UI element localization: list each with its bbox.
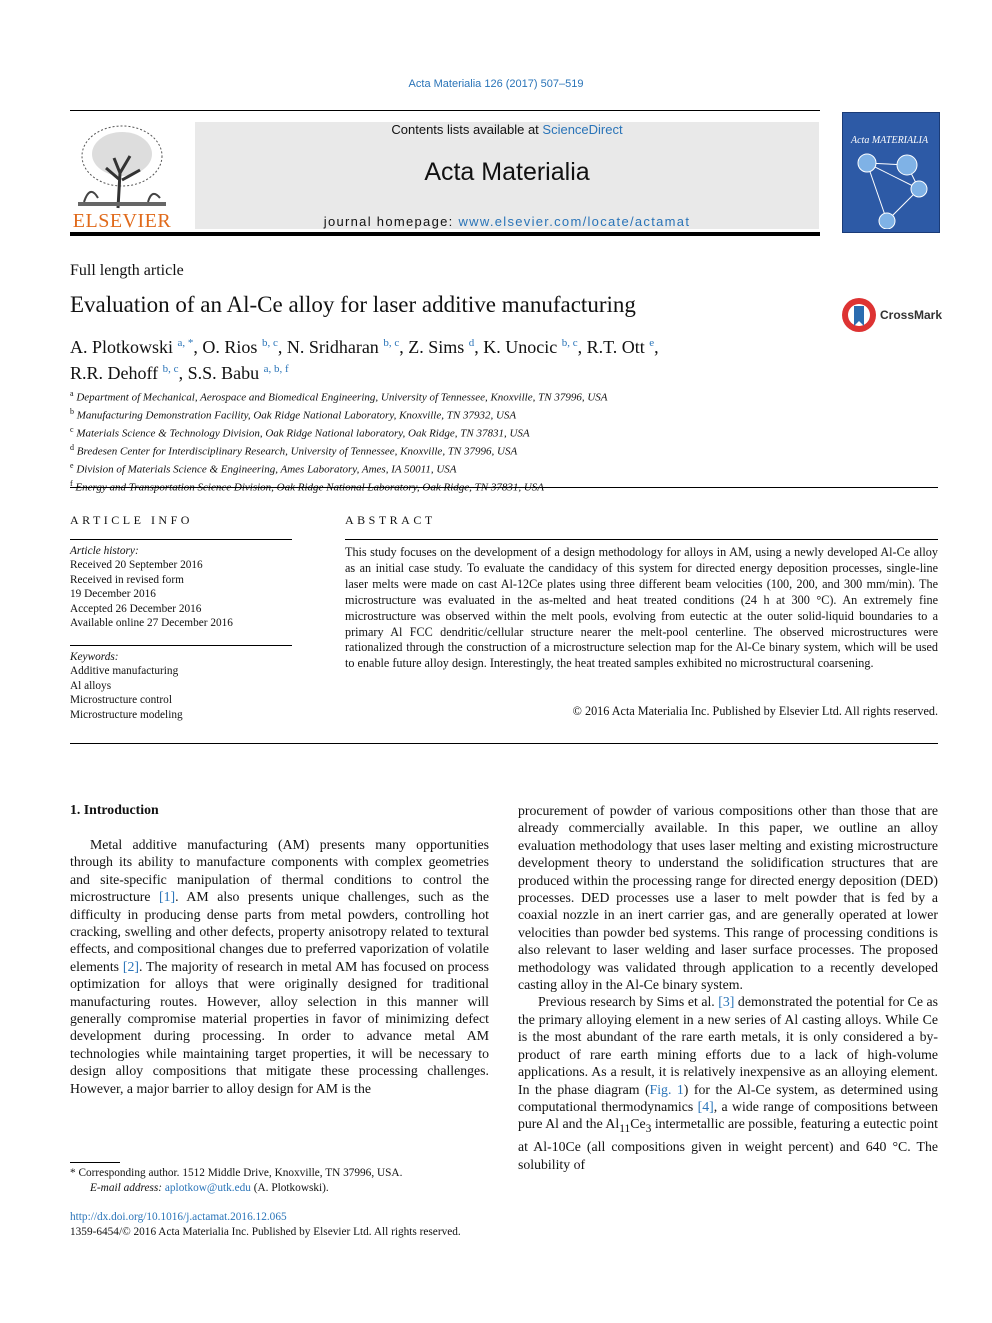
footnote-rule <box>70 1162 120 1163</box>
affiliation-key: e <box>70 461 74 471</box>
paragraph <box>70 836 489 1097</box>
info-rule <box>70 539 292 540</box>
author-name[interactable]: O. Rios <box>202 337 258 357</box>
author-separator: , <box>277 337 287 357</box>
author[interactable] <box>202 337 286 357</box>
author-name[interactable]: R.T. Ott <box>586 337 645 357</box>
affiliation <box>70 405 930 423</box>
author[interactable] <box>188 363 289 383</box>
affiliation-text: Division of Materials Science & Engineering, Ames Laboratory, Ames, IA 50011, USA <box>76 463 457 476</box>
publisher-wordmark: ELSEVIER <box>72 210 172 232</box>
history-item: Available online 27 December 2016 <box>70 617 233 630</box>
affiliations <box>70 387 930 495</box>
author-separator: , <box>178 363 188 383</box>
author-name[interactable]: K. Unocic <box>483 337 558 357</box>
reference-link[interactable]: [3] <box>718 994 735 1010</box>
text-run: Previous research by Sims et al. <box>538 994 719 1010</box>
paragraph: procurement of powder of various compositions other than those that are already commercially available. In this paper, we outline an alloy evaluation methodology that uses laser melting and existing microstructure development theory to understand the solidification structures that are produced within the processing range for directed energy deposition (DED) processes. DED processes use a laser to melt powder that is fed by a coaxial nozzle in an inert carrier gas, and are generally operated at lower velocities than powder bed systems. This range of processing conditions is also relevant to laser welding and laser surface processes. The proposed methodology was validated through application to a recently developed casting alloy in the Al-Ce binary system. <box>518 803 938 993</box>
author-separator: , <box>399 337 409 357</box>
journal-citation[interactable]: Acta Materialia 126 (2017) 507–519 <box>408 78 584 90</box>
affiliation-key: c <box>70 425 74 435</box>
crossmark-label: CrossMark <box>880 308 943 322</box>
author-separator: , <box>193 337 203 357</box>
text-run: intermetallic are possible, featuring a eutectic point at Al-10Ce (all compositions given in weight percent) and 640 °C. The solubility of <box>518 1116 938 1172</box>
affiliation-key: f <box>70 479 73 489</box>
keyword: Additive manufacturing <box>70 665 179 678</box>
homepage-link[interactable]: www.elsevier.com/locate/actamat <box>458 214 691 229</box>
history-item: Received 20 September 2016 <box>70 559 203 572</box>
figure-link[interactable]: Fig. 1 <box>649 1081 684 1097</box>
history-item: Received in revised form <box>70 573 184 586</box>
sciencedirect-link[interactable]: ScienceDirect <box>542 122 623 137</box>
cover-title: Acta MATERIALIA <box>851 135 929 146</box>
subscript: 11 <box>619 1123 631 1136</box>
author[interactable] <box>70 363 188 383</box>
history-item: Accepted 26 December 2016 <box>70 602 202 615</box>
affiliation-key: d <box>70 443 74 453</box>
keywords <box>70 650 300 722</box>
affiliation <box>70 459 930 477</box>
contents-prefix: Contents lists available at <box>391 122 543 137</box>
homepage-line <box>195 214 819 229</box>
author[interactable] <box>287 337 408 357</box>
crossmark-badge[interactable] <box>840 296 950 336</box>
body-column-right <box>518 802 938 1173</box>
affiliation-text: Energy and Transportation Science Division, Oak Ridge National Laboratory, Oak Ridge, TN 37831, USA <box>75 481 545 494</box>
article-type: Full length article <box>70 262 184 279</box>
abstract-heading: ABSTRACT <box>345 513 436 527</box>
abstract-text: This study focuses on the development of a design methodology for alloys in AM, using a newly developed Al-Ce alloy as an initial case study. To evaluate the candidacy of this system for directed energy deposition processes, single-line laser melts were made on cast Al-12Ce plates using three different beam velocities (100, 200, and 300 mm/min). The microstructure was evaluated in the as-melted and heat treated conditions (24 h at 300 °C). An extremely fine microstructure was observed within the melt pools, evolving from eutectic at the outer solid-liquid boundaries to a primary Al FCC dendritic/cellular structure nearer the melt-pool centerline. The observed microstructures were rationalized through the construction of a microstructure selection map for the Al-Ce binary system, which will be used to enable future alloy design. Interestingly, the heat treated samples exhibited no microstructural coarsening. <box>345 545 938 671</box>
reference-link[interactable]: [4] <box>697 1098 714 1114</box>
keywords-rule <box>70 645 292 646</box>
author-affil-marker[interactable]: e <box>649 337 655 349</box>
affiliation <box>70 441 930 459</box>
text-run: . The majority of research in metal AM has focused on process optimization for alloys that were originally designed for traditional manufacturing routes. However, alloy selection in this manner will generally compromise material properties in favor of minimizing defect development during processing. In order to advance metal AM technologies while maintaining target properties, it will be necessary to design alloy compositions that mitigate these processing challenges. However, a major barrier to alloy design for AM is the <box>70 958 489 1096</box>
author-affil-marker[interactable]: b, c <box>383 337 400 349</box>
article-info-heading: ARTICLE INFO <box>70 513 193 527</box>
author-separator: , <box>474 337 484 357</box>
introduction-heading: 1. Introduction <box>70 802 159 817</box>
author-name[interactable]: A. Plotkowski <box>70 337 174 357</box>
email-label: E-mail address: <box>90 1182 165 1194</box>
author-name[interactable]: S.S. Babu <box>187 363 260 383</box>
author-affil-marker[interactable]: a, b, f <box>263 363 289 375</box>
crossmark-icon <box>840 296 878 334</box>
article-title: Evaluation of an Al-Ce alloy for laser additive manufacturing <box>70 292 636 317</box>
doi-link[interactable]: http://dx.doi.org/10.1016/j.actamat.2016.12.065 <box>70 1211 287 1223</box>
keyword: Al alloys <box>70 679 112 692</box>
abstract-copyright: © 2016 Acta Materialia Inc. Published by Elsevier Ltd. All rights reserved. <box>572 704 938 718</box>
journal-name: Acta Materialia <box>424 158 590 186</box>
body-rule <box>70 743 938 744</box>
issn-line: 1359-6454/© 2016 Acta Materialia Inc. Published by Elsevier Ltd. All rights reserved. <box>70 1226 461 1238</box>
author-list <box>70 332 770 384</box>
contents-line <box>195 122 819 137</box>
author[interactable] <box>587 337 659 357</box>
subscript: 3 <box>645 1123 652 1136</box>
keywords-label: Keywords: <box>70 651 119 663</box>
affiliation-text: Manufacturing Demonstration Facility, Oak Ridge National Laboratory, Knoxville, TN 37932, USA <box>76 409 517 422</box>
affiliation <box>70 387 930 405</box>
author-affil-marker[interactable]: d <box>468 337 475 349</box>
author[interactable] <box>483 337 586 357</box>
author-name[interactable]: R.R. Dehoff <box>70 363 159 383</box>
author-affil-marker[interactable]: b, c <box>261 337 278 349</box>
keyword: Microstructure control <box>70 694 172 707</box>
keyword: Microstructure modeling <box>70 708 183 721</box>
text-run: , a wide range of compositions between pure Al and the Al <box>518 1098 938 1132</box>
email-link[interactable]: aplotkow@utk.edu <box>164 1182 251 1194</box>
author[interactable] <box>70 337 202 357</box>
paragraph <box>518 993 938 1173</box>
text-run: ) for the Al-Ce system, as determined using computational thermodynamics <box>518 1081 938 1114</box>
reference-link[interactable]: [1] <box>159 889 176 905</box>
corresponding-author: * Corresponding author. 1512 Middle Drive, Knoxville, TN 37996, USA. <box>70 1167 403 1179</box>
text-run: . AM also presents unique challenges, such as the difficulty in producing dense parts from metal powders, controlling hot cracking, swelling and other defects, property anisotropy related to textural effects, and compositional changes due to preferred vaporization of volatile elements <box>70 889 490 974</box>
reference-link[interactable]: [2] <box>122 958 139 974</box>
email-line <box>70 1181 510 1196</box>
affiliation-key: a <box>70 389 74 398</box>
email-suffix: (A. Plotkowski). <box>250 1182 329 1194</box>
affiliation-text: Bredesen Center for Interdisciplinary Research, University of Tennessee, Knoxville, TN 37996, USA <box>76 445 518 458</box>
journal-cover[interactable] <box>842 112 940 233</box>
author-affil-marker[interactable]: b, c <box>162 363 179 375</box>
affiliation-text: Department of Mechanical, Aerospace and Biomedical Engineering, University of Tennessee, Knoxville, TN 37996, USA <box>76 391 608 404</box>
history-item: 19 December 2016 <box>70 588 156 601</box>
body-column-left <box>70 836 489 1097</box>
affiliation-key: b <box>70 407 74 417</box>
author-affil-marker[interactable]: a, * <box>177 337 194 349</box>
affiliation-text: Materials Science & Technology Division, Oak Ridge National laboratory, Oak Ridge, TN 37831, USA <box>76 427 530 440</box>
abstract-rule <box>345 539 938 540</box>
author-separator: , <box>577 337 587 357</box>
text-run: Metal additive manufacturing (AM) presents many opportunities through its ability to manufacture components with complex geometries and site-specific manipulation of thermal conditions to control the microstructure <box>70 837 489 905</box>
section-rule <box>70 487 938 488</box>
elsevier-logo <box>70 118 174 233</box>
author-separator: , <box>654 337 659 357</box>
homepage-prefix: journal homepage: <box>323 214 459 229</box>
article-history <box>70 544 300 630</box>
author-name[interactable]: Z. Sims <box>408 337 465 357</box>
cover-network-icon <box>847 151 935 229</box>
author[interactable] <box>408 337 483 357</box>
author-name[interactable]: N. Sridharan <box>286 337 379 357</box>
header-rule <box>70 110 820 111</box>
affiliation <box>70 423 930 441</box>
history-label: Article history: <box>70 545 139 557</box>
journal-banner <box>195 122 819 229</box>
text-run: demonstrated the potential for Ce as the primary alloying element in a new series of Al casting alloys. While Ce is the most abundant of the rare earth metals, it is only considered a by-product of rare earth mining efforts due to a lack of high-volume applications. As a result, it is relatively inexpensive as an alloying element. In the phase diagram ( <box>518 994 939 1097</box>
author-affil-marker[interactable]: b, c <box>561 337 578 349</box>
corresponding-footnote <box>70 1166 510 1196</box>
text-run: Ce <box>630 1116 646 1132</box>
banner-rule <box>70 232 820 236</box>
